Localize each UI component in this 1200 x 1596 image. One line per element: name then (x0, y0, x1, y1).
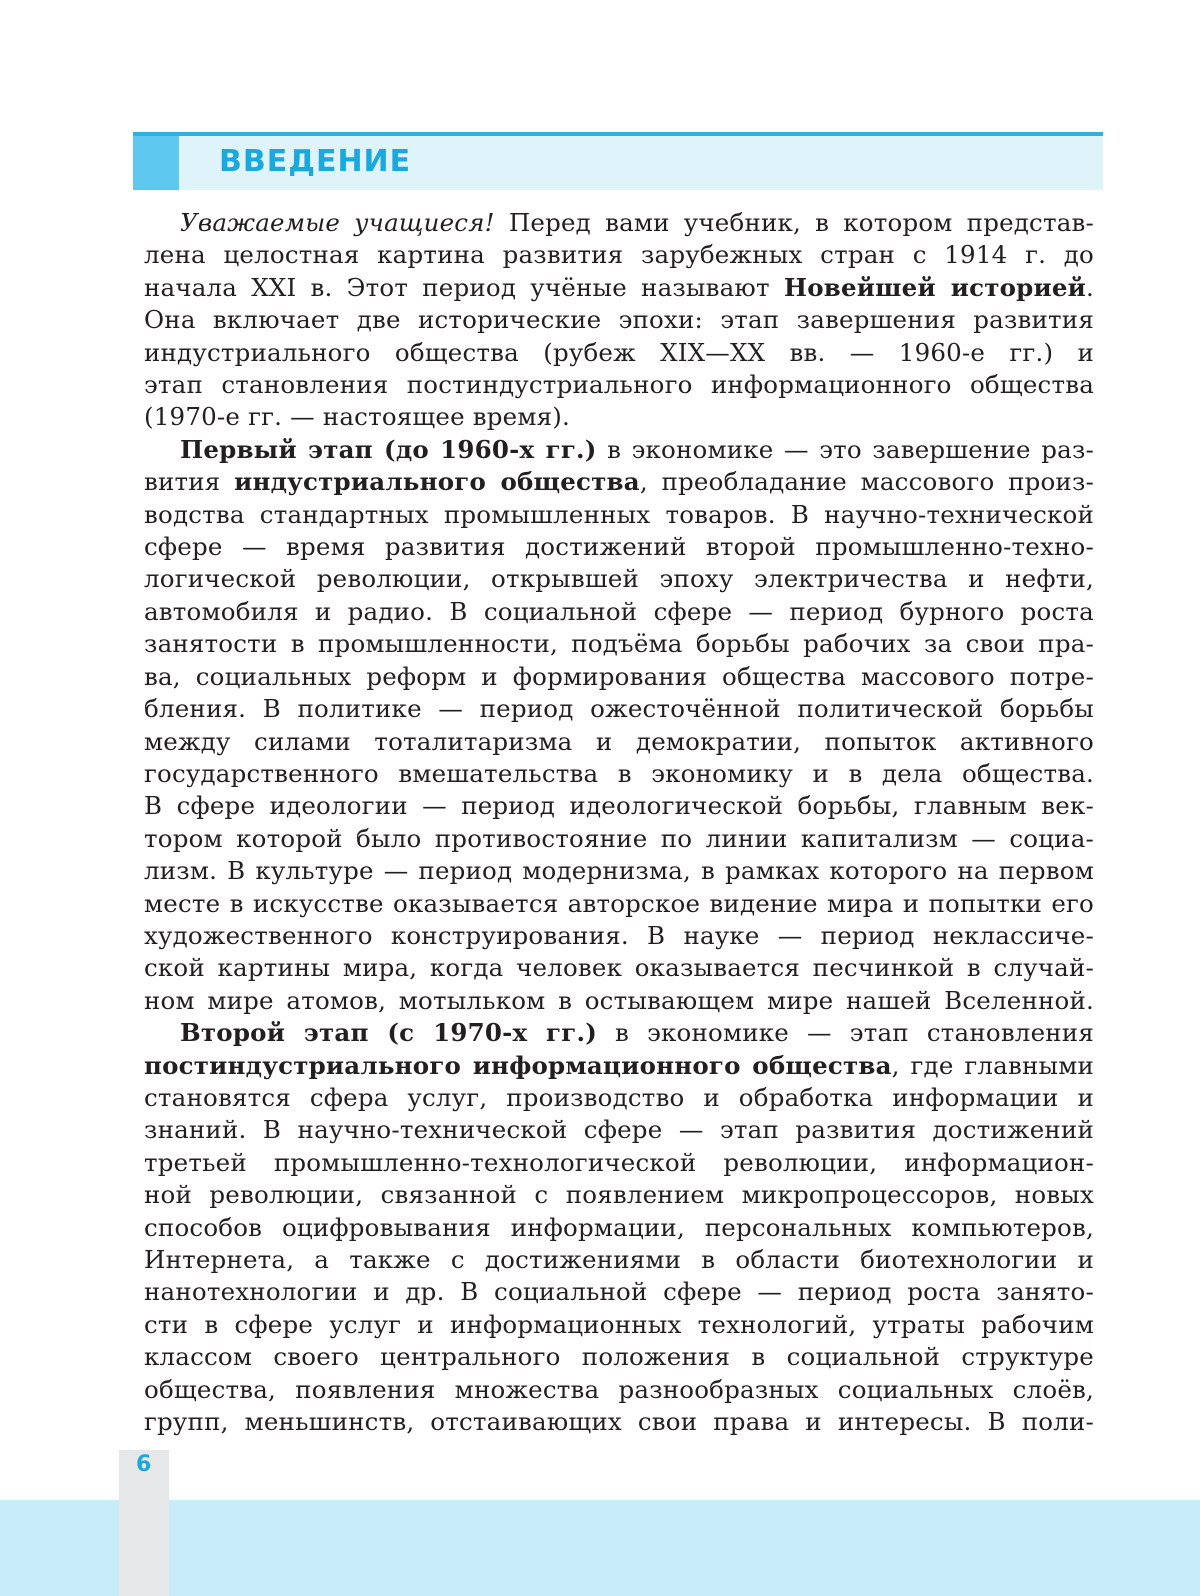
text-line (144, 952, 1094, 984)
text-line (144, 369, 1094, 401)
text-span: в экономике — это завершение раз- (596, 434, 1094, 464)
text-span: Она включает две исторические эпохи: этап завершения развития (144, 305, 1094, 335)
text-span: художественного конструирования. В науке — период неклассиче- (144, 920, 1094, 950)
text-span: (1970-е гг. — настоящее время). (144, 402, 571, 432)
text-line (144, 596, 1094, 628)
text-line (144, 1114, 1094, 1146)
text-line (144, 920, 1094, 952)
text-span: третьей промышленно-технологической революции, информацион- (144, 1147, 1094, 1177)
section-header (133, 132, 1103, 190)
text-span: водства стандартных промышленных товаров. В научно-технической (144, 499, 1094, 529)
text-span: бления. В политике — период ожесточённой политической борьбы (144, 694, 1094, 724)
italic-phrase: Уважаемые учащиеся! (180, 208, 495, 237)
text-line (144, 628, 1094, 660)
text-span: Перед вами учебник, в котором представ- (494, 208, 1095, 237)
text-span: . (1086, 272, 1094, 302)
text-line (144, 823, 1094, 855)
text-line (144, 855, 1094, 887)
text-span: нанотехнологии и др. В социальной сфере — период роста занято- (144, 1277, 1094, 1307)
text-span: , где главными (891, 1050, 1094, 1080)
text-line (144, 726, 1094, 758)
text-span: месте в искусстве оказывается авторское видение мира и попытки его (144, 888, 1094, 918)
bold-term: Новейшей историей (783, 272, 1086, 302)
text-line (144, 1212, 1094, 1244)
text-line (144, 1309, 1094, 1341)
text-line (144, 1276, 1094, 1308)
text-line (144, 1374, 1094, 1406)
bold-term: индустриального общества (234, 467, 640, 497)
text-line (144, 1341, 1094, 1373)
text-span: государственного вмешательства в экономику и в дела общества. (144, 758, 1094, 788)
text-span: классом своего центрального положения в социальной структуре (144, 1342, 1094, 1372)
text-line (144, 758, 1094, 790)
body-text (144, 207, 1094, 1438)
text-span: групп, меньшинств, отстаивающих свои права и интересы. В поли- (144, 1407, 1094, 1437)
text-span: , преобладание массового произ- (639, 467, 1095, 497)
text-line (144, 888, 1094, 920)
text-span: лена целостная картина развития зарубежных стран с 1914 г. до (144, 240, 1094, 270)
page-number: 6 (136, 1452, 152, 1477)
bold-term: постиндустриального информационного общества (144, 1050, 892, 1080)
text-span: индустриального общества (рубеж XIX—XX вв. — 1960-е гг.) и (144, 337, 1094, 367)
header-accent-tab (133, 136, 179, 190)
text-line (144, 272, 1094, 304)
text-span: сфере — время развития достижений второй промышленно-техно- (144, 532, 1094, 562)
text-line (144, 499, 1094, 531)
text-line (144, 1179, 1094, 1211)
text-span: между силами тоталитаризма и демократии, попыток активного (144, 726, 1094, 756)
footer-band (0, 1500, 1200, 1596)
text-span: ской картины мира, когда человек оказывается песчинкой в случай- (144, 953, 1094, 983)
text-line (144, 661, 1094, 693)
text-span: знаний. В научно-технической сфере — этап развития достижений (144, 1115, 1094, 1145)
text-span: в экономике — этап становления (597, 1018, 1094, 1048)
text-line (144, 239, 1094, 271)
text-span: общества, появления множества разнообразных социальных слоёв, (144, 1374, 1094, 1404)
text-line (144, 1050, 1094, 1082)
text-line (144, 434, 1094, 466)
text-line (144, 304, 1094, 336)
text-span: занятости в промышленности, подъёма борьбы рабочих за свои пра- (144, 629, 1094, 659)
text-span: Интернета, а также с достижениями в области биотехнологии и (144, 1245, 1094, 1274)
text-span: логической революции, открывшей эпоху электричества и нефти, (144, 564, 1094, 594)
text-span: лизм. В культуре — период модернизма, в рамках которого на первом (144, 856, 1094, 886)
text-line (144, 693, 1094, 725)
text-span: становятся сфера услуг, производство и обработка информации и (144, 1082, 1094, 1112)
text-line (144, 337, 1094, 369)
text-span: ва, социальных реформ и формирования общества массового потре- (144, 661, 1094, 691)
text-span: тором которой было противостояние по линии капитализм — социа- (144, 823, 1094, 853)
bold-term: Первый этап (до 1960-х гг.) (180, 434, 597, 464)
text-line (144, 466, 1094, 498)
text-line (144, 1244, 1094, 1276)
bold-term: Второй этап (с 1970-х гг.) (180, 1018, 597, 1048)
text-span: ном мире атомов, мотыльком в остывающем мире нашей Вселенной. (144, 985, 1094, 1015)
text-span: В сфере идеологии — период идеологической борьбы, главным век- (144, 791, 1094, 821)
text-span: начала XXI в. Этот период учёные называют (144, 272, 784, 302)
text-line (144, 1147, 1094, 1179)
text-span: способов оцифровывания информации, персональных компьютеров, (144, 1212, 1094, 1242)
text-line (144, 1406, 1094, 1438)
text-line (144, 1082, 1094, 1114)
text-line (144, 531, 1094, 563)
text-span: этап становления постиндустриального информационного общества (144, 370, 1094, 400)
text-line (144, 401, 1094, 433)
text-line (144, 563, 1094, 595)
text-span: автомобиля и радио. В социальной сфере — период бурного роста (144, 596, 1094, 626)
text-line (144, 1017, 1094, 1049)
page-title: ВВЕДЕНИЕ (219, 144, 412, 179)
text-span: ной революции, связанной с появлением микропроцессоров, новых (144, 1180, 1094, 1210)
text-line (144, 790, 1094, 822)
text-span: вития (144, 467, 235, 497)
text-line (144, 985, 1094, 1017)
text-line (144, 207, 1094, 239)
text-span: сти в сфере услуг и информационных технологий, утраты рабочим (144, 1309, 1094, 1339)
